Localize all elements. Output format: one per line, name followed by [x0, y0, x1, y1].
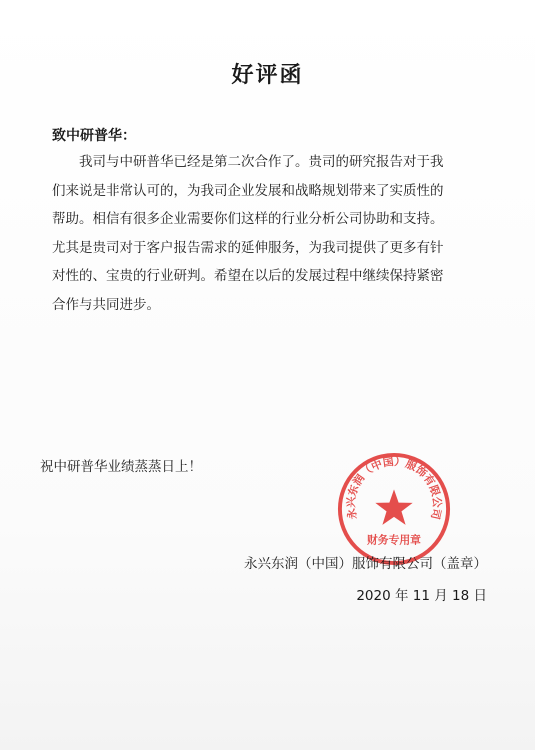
body-line: 们来说是非常认可的，为我司企业发展和战略规划带来了实质性的	[52, 182, 444, 199]
document-title: 好评函	[231, 63, 304, 88]
body-line: 帮助。相信有很多企业需要你们这样的行业分析公司协助和支持。	[52, 211, 444, 227]
body-line: 尤其是贵司对于客户报告需求的延伸服务，为我司提供了更多有针	[52, 239, 444, 256]
seal-bottom-text: 财务专用章	[367, 533, 421, 547]
salutation: 致中研普华：	[52, 128, 136, 144]
closing-wish: 祝中研普华业绩蒸蒸日上！	[40, 459, 202, 475]
signature-date: 2020 年 11 月 18 日	[356, 588, 487, 604]
seal-star-icon	[375, 489, 412, 525]
seal-arc-text: 永兴东润（中国）服饰有限公司	[344, 454, 444, 521]
signature-company: 永兴东润（中国）服饰有限公司（盖章）	[244, 556, 487, 572]
company-seal-stamp	[335, 450, 453, 568]
body-line: 我司与中研普华已经是第二次合作了。贵司的研究报告对于我	[79, 154, 444, 170]
letter-body	[52, 148, 488, 319]
body-line: 对性的、宝贵的行业研判。希望在以后的发展过程中继续保持紧密	[52, 268, 444, 284]
body-line: 合作与共同进步。	[52, 296, 160, 313]
